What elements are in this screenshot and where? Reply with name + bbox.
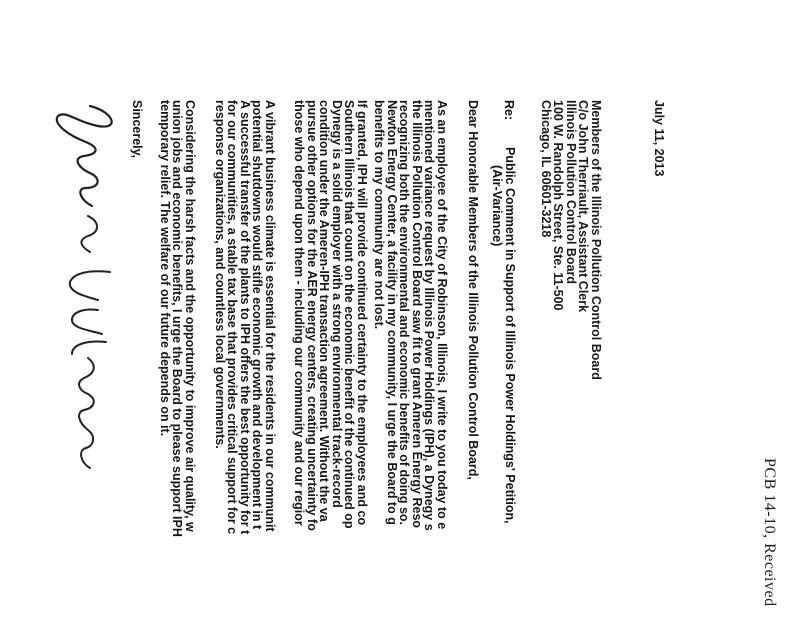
paragraph-line: condition under the Ameren-IPH transaction agreement. Without the va [317, 100, 332, 522]
paragraph-line: Southern Illinois that count on the economic benefit of the continued op [342, 100, 357, 529]
paragraph-line: Dynegy is a solid employer with a strong environmental track-record [329, 100, 344, 508]
paragraph-line: A successful transfer of the plants to IPH offers the best opportunity for t [237, 100, 252, 535]
paragraph-line: for our communities, a stable tax base that provides critical support for c [225, 100, 240, 535]
paragraph-line: response organizations, and countless local governments. [212, 100, 227, 449]
paragraph-line: pursue other options for the AER energy centers, creating uncertainty fo [304, 100, 319, 531]
paragraph-line: Considering the harsh facts and the opportunity to improve air quality, w [183, 100, 197, 532]
paragraph-line: If granted, IPH will provide continued certainty to the employees and co [355, 100, 369, 526]
paragraph-line: benefits to my community are not lost. [372, 100, 387, 330]
address-line: C/o John Therriault, Assistant Clerk [576, 100, 591, 313]
handwritten-signature [48, 96, 128, 526]
paragraph-line: As an employee of the City of Robinson, Illinois, I write to you today to e [435, 100, 449, 530]
address-line: 100 W. Randolph Street, Ste. 11-500 [551, 100, 566, 311]
paragraph-line: those who depend upon them - including our community and our regior [292, 100, 307, 526]
paragraph-line: mentioned variance request by Illinois Power Holdings (IPH), a Dynegy s [422, 100, 437, 531]
address-line: Members of the Illinois Pollution Control Board [589, 100, 603, 380]
received-stamp: PCB 14-10, Received [761, 458, 778, 607]
body-paragraph-3 [213, 100, 276, 640]
paragraph-line: temporary relief. The welfare of our future depends on it. [157, 100, 172, 437]
re-label: Re: [502, 100, 516, 121]
paragraph-line: Newton Energy Center, a facility in my community, I urge the Board to g [384, 100, 399, 525]
re-subject-line: Public Comment in Support of Illinois Power Holdings' Petition, [503, 147, 517, 524]
paragraph-line: potential shutdowns would stifle economic growth and development in t [250, 100, 265, 530]
closing: Sincerely, [130, 100, 144, 159]
salutation: Dear Honorable Members of the Illinois Pollution Control Board, [466, 100, 480, 480]
paragraph-line: recognizing both the environmental and economic benefits of doing so. [397, 100, 412, 526]
letter-date: July 11, 2013 [652, 100, 666, 177]
address-line: Chicago, IL 60601-3218 [538, 100, 553, 238]
paragraph-line: the Illinois Pollution Control Board saw fit to grant Ameren Energy Reso [409, 100, 424, 529]
recipient-address-block [539, 100, 602, 580]
re-subject [490, 147, 516, 567]
paragraph-line: A vibrant business climate is essential for the residents in our communit [263, 100, 277, 532]
address-line: Illinois Pollution Control Board [563, 100, 578, 285]
body-paragraph-1 [372, 100, 448, 640]
re-subject-line: (Air-Variance) [490, 165, 504, 247]
paragraph-line: union jobs and economic benefits, I urge the Board to please support IPH [170, 100, 185, 537]
body-paragraph-4 [158, 100, 196, 640]
body-paragraph-2 [292, 100, 368, 640]
